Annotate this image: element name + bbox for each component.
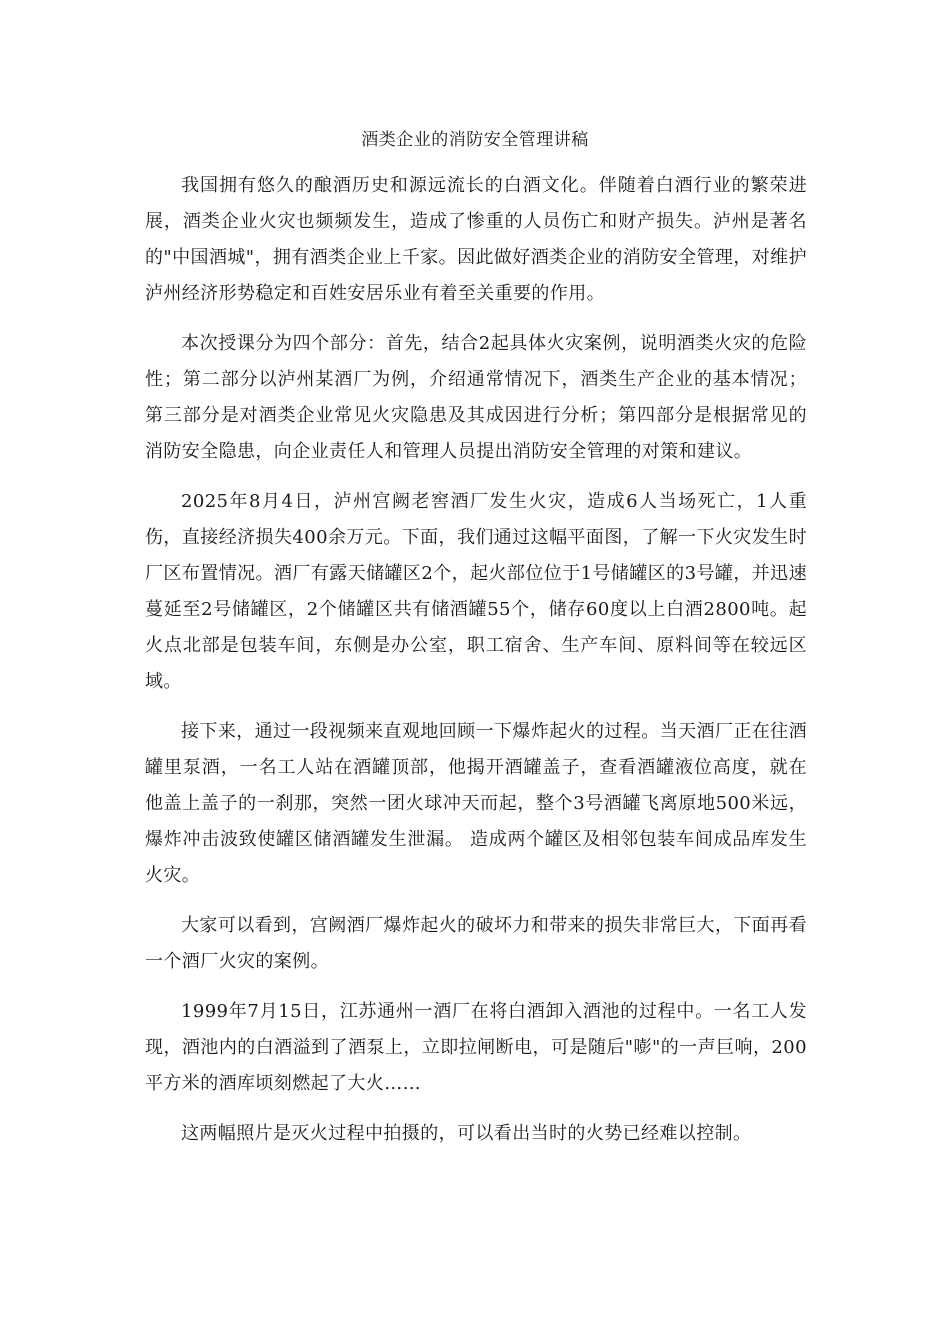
paragraph-5: 大家可以看到，宫阙酒厂爆炸起火的破坏力和带来的损失非常巨大，下面再看一个酒厂火灾的案例。 <box>145 915 807 972</box>
document-title: 酒类企业的消防安全管理讲稿 <box>361 130 589 150</box>
document-body <box>145 168 807 1166</box>
paragraph-1: 我国拥有悠久的酿酒历史和源远流长的白酒文化。伴随着白酒行业的繁荣进展，酒类企业火灾也频频发生，造成了惨重的人员伤亡和财产损失。泸州是著名的"中国酒城"，拥有酒类企业上千家。因此做好酒类企业的消防安全管理，对维护泸州经济形势稳定和百姓安居乐业有着至关重要的作用。 <box>145 175 807 304</box>
paragraph-6: 1999年7月15日，江苏通州一酒厂在将白酒卸入酒池的过程中。一名工人发现，酒池内的白酒溢到了酒泵上，立即拉闸断电，可是随后"嘭"的一声巨响，200平方米的酒库顷刻燃起了大火…… <box>145 1001 807 1094</box>
paragraph-7: 这两幅照片是灭火过程中拍摄的，可以看出当时的火势已经难以控制。 <box>181 1123 752 1144</box>
paragraph-4: 接下来，通过一段视频来直观地回顾一下爆炸起火的过程。当天酒厂正在往酒罐里泵酒，一名工人站在酒罐顶部，他揭开酒罐盖子，查看酒罐液位高度，就在他盖上盖子的一刹那，突然一团火球冲天而起，整个3号酒罐飞离原地500米远，爆炸冲击波致使罐区储酒罐发生泄漏。 造成两个罐区及相邻包装车间成品库发生火灾。 <box>145 721 807 886</box>
paragraph-2: 本次授课分为四个部分：首先，结合2起具体火灾案例，说明酒类火灾的危险性；第二部分以泸州某酒厂为例，介绍通常情况下，酒类生产企业的基本情况；第三部分是对酒类企业常见火灾隐患及其成因进行分析；第四部分是根据常见的消防安全隐患，向企业责任人和管理人员提出消防安全管理的对策和建议。 <box>145 333 807 462</box>
paragraph-3: 2025年8月4日，泸州宫阙老窖酒厂发生火灾，造成6人当场死亡，1人重伤，直接经济损失400余万元。下面，我们通过这幅平面图，了解一下火灾发生时厂区布置情况。酒厂有露天储罐区2个，起火部位位于1号储罐区的3号罐，并迅速蔓延至2号储罐区，2个储罐区共有储酒罐55个，储存60度以上白酒2800吨。起火点北部是包装车间，东侧是办公室，职工宿舍、生产车间、原料间等在较远区域。 <box>145 491 807 692</box>
